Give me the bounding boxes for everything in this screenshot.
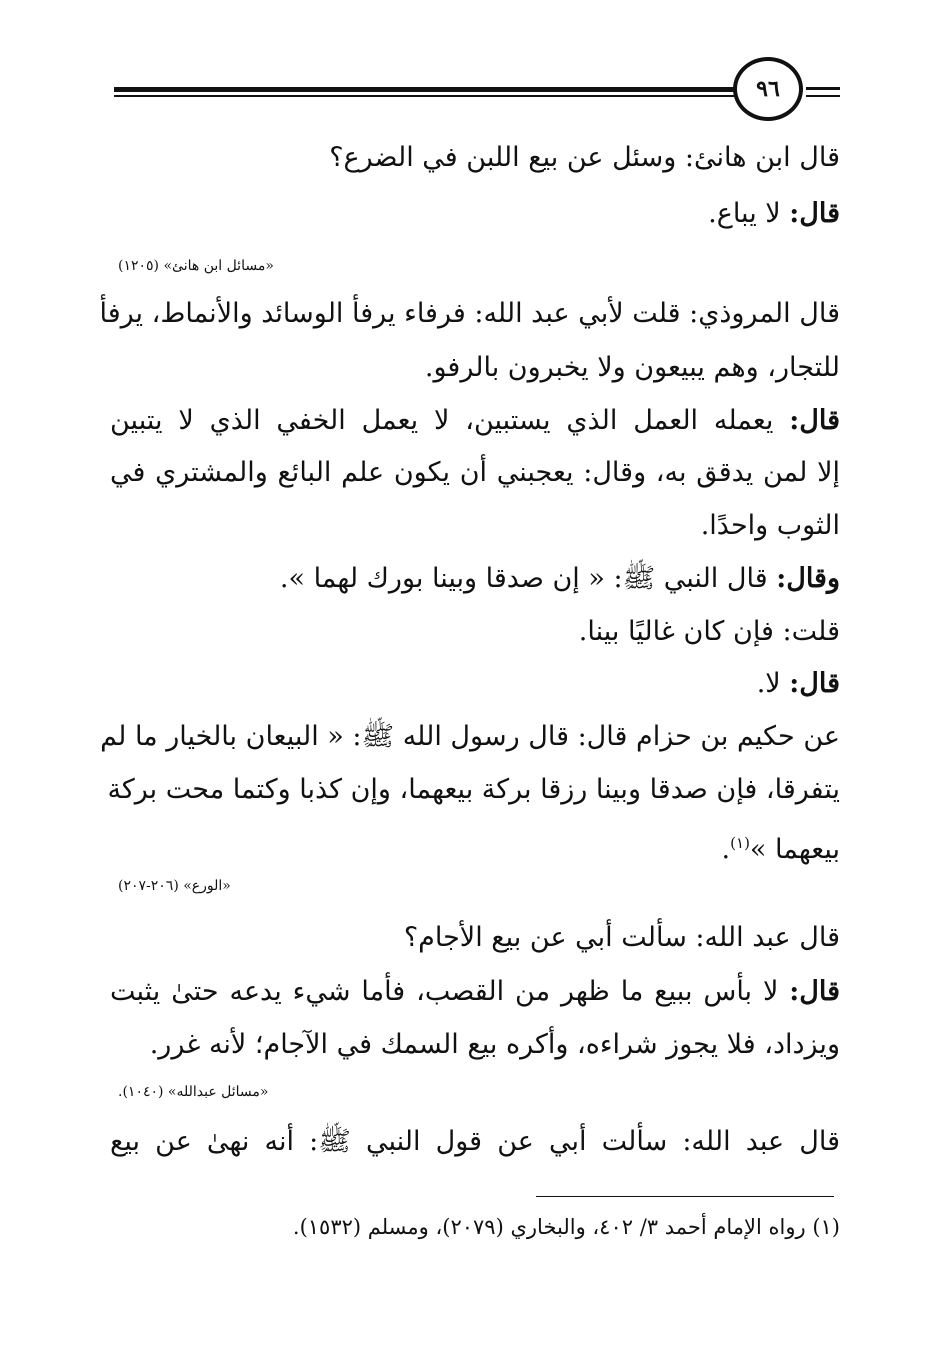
header-rule-thin <box>114 95 734 97</box>
header-rule-thick <box>114 87 734 92</box>
text-line: للتجار، وهم يبيعون ولا يخبرون بالرفو. <box>424 352 840 383</box>
text-line: وقال: قال النبي ﷺ: « إن صدقا وبينا بورك لهما ». <box>279 563 840 594</box>
text-line: بيعهما »$^{(١)}$. <box>721 834 840 865</box>
footnote-ref: (١) <box>730 834 750 852</box>
text-line: قال المروذي: قلت لأبي عبد الله: فرفاء يرفأ الوسائد والأنماط، يرفأ <box>99 298 840 329</box>
source-citation: «مسائل ابن هانئ» (١٢٠٥) <box>118 258 274 274</box>
text-line: قال: يعمله العمل الذي يستبين، لا يعمل الخفي الذي لا يتبين <box>110 405 840 436</box>
source-citation: «الورع» (٢٠٦-٢٠٧) <box>118 878 231 894</box>
footnote-separator <box>536 1196 834 1197</box>
text-line: يتفرقا، فإن صدقا وبينا رزقا بركة بيعهما، وإن كذبا وكتما محت بركة <box>107 774 840 805</box>
text-line: قلت: فإن كان غاليًا بينا. <box>578 616 840 647</box>
text-line: قال عبد الله: سألت أبي عن بيع الأجام؟ <box>403 922 840 953</box>
header-rule-right-thick <box>806 87 840 90</box>
text-line: قال: لا. <box>756 668 840 699</box>
text-line: إلا لمن يدقق به، وقال: يعجبني أن يكون علم البائع والمشتري في <box>110 457 840 488</box>
text-line: عن حكيم بن حزام قال: قال رسول الله ﷺ: « البيعان بالخيار ما لم <box>100 721 840 752</box>
page-number: ٩٦ <box>733 57 803 121</box>
text-line: الثوب واحدًا. <box>700 510 840 541</box>
header-rule-right-thin <box>806 95 840 97</box>
text-line: قال: لا بأس ببيع ما ظهر من القصب، فأما شيء يدعه حتىٰ يثبت <box>110 976 840 1007</box>
text-line: ويزداد، فلا يجوز شراءه، وأكره بيع السمك في الآجام؛ لأنه غرر. <box>149 1029 840 1060</box>
footnote: (١) رواه الإمام أحمد ٣/ ٤٠٢، والبخاري (٢٠٧٩)، ومسلم (١٥٣٢). <box>292 1215 840 1239</box>
text-line: قال: لا يباع. <box>708 198 840 229</box>
text-line: قال ابن هانئ: وسئل عن بيع اللبن في الضرع؟ <box>329 142 840 173</box>
text-line: قال عبد الله: سألت أبي عن قول النبي ﷺ: أنه نهىٰ عن بيع <box>110 1126 840 1157</box>
source-citation: «مسائل عبدالله» (١٠٤٠). <box>118 1084 269 1100</box>
